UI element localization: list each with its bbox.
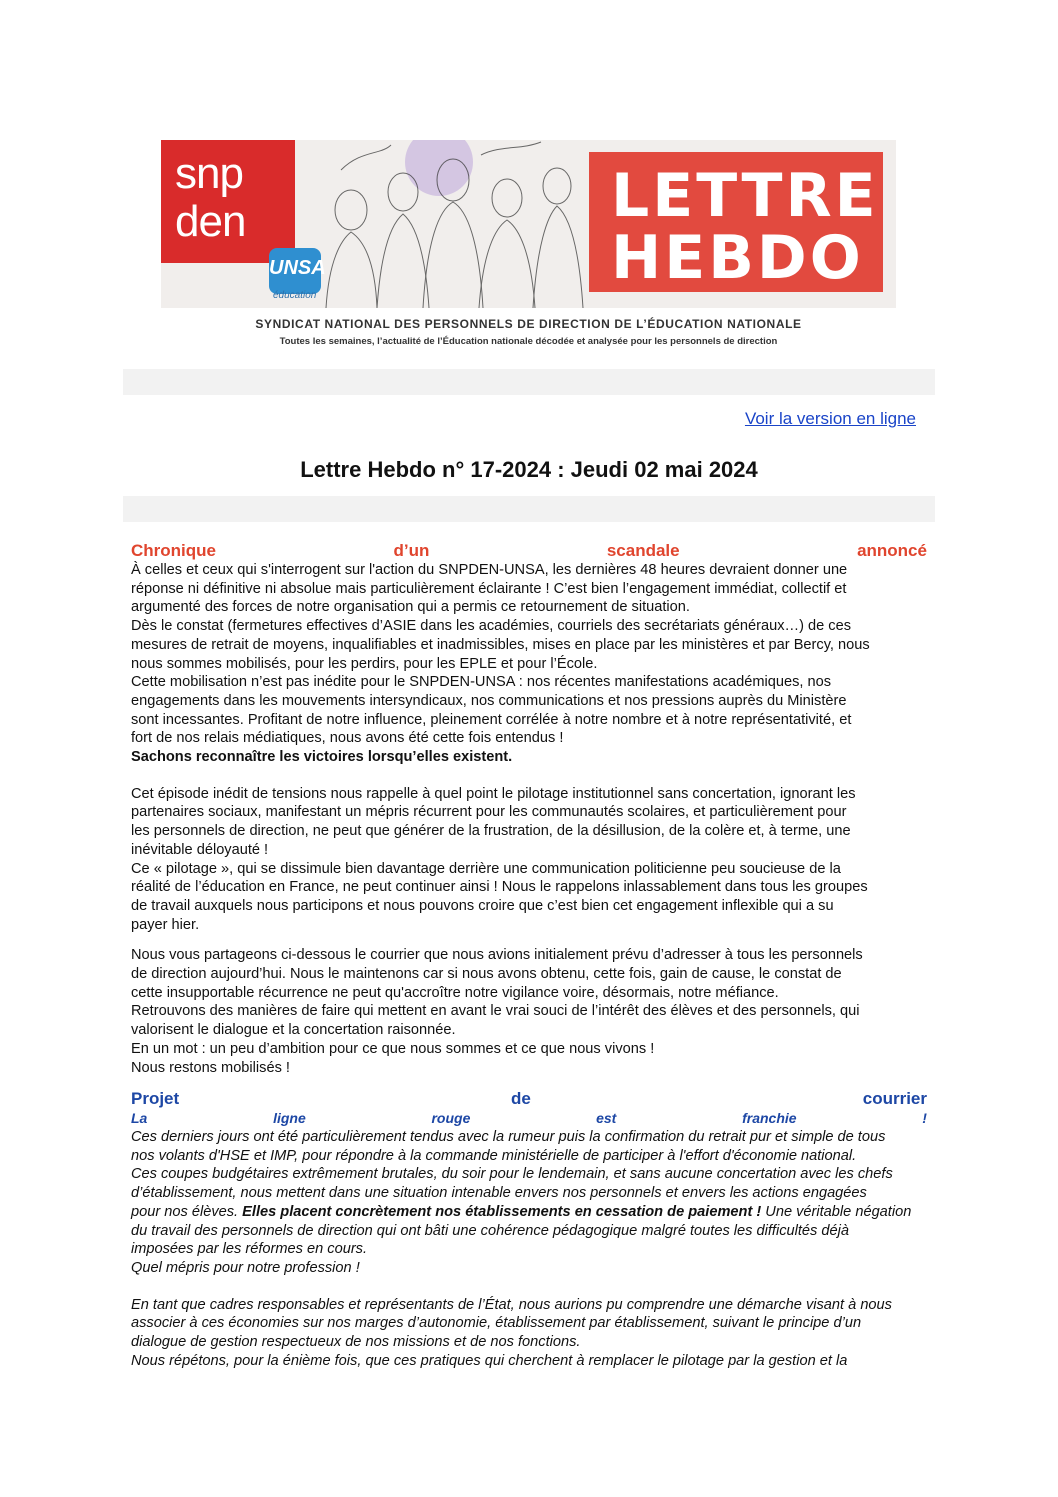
bold-statement: Elles placent concrètement nos établissements en cessation de paiement ! [242, 1203, 762, 1220]
paragraph-line: cette insupportable récurrence ne peut qu'accroître notre vigilance voire, désormais, notre méfiance. [131, 984, 779, 1001]
paragraph-line: mesures de retrait de moyens, inqualifiables et inadmissibles, mises en place par les ministères et par Bercy, nous [131, 636, 870, 653]
unsa-logo: UNSA [269, 248, 321, 294]
subtitle-word: franchie [742, 1110, 797, 1127]
title-word: courrier [862, 1089, 927, 1109]
paragraph-line: associer à ces économies sur nos marges d’autonomie, établissement par établissement, suivant le principe d’un [131, 1315, 862, 1332]
paragraph-line: de travail auxquels nous participons et nous pouvons croire que c’est bien cet engagement inflexible qui a su [131, 897, 834, 914]
title-word-lettre: LETTRE [611, 161, 879, 231]
paragraph-line-bold: Sachons reconnaître les victoires lorsqu’elles existent. [131, 749, 513, 766]
paragraph-line: Ces coupes budgétaires extrêmement brutales, du soir pour le lendemain, et sans aucune concertation avec les chefs [131, 1166, 893, 1183]
paragraph-line: dialogue de gestion respectueux de nos missions et de nos fonctions. [131, 1334, 581, 1351]
unsa-logo-subtitle: éducation [273, 290, 317, 301]
paragraph-line: réponse ni définitive ni absolue mais particulièrement éclairante ! C’est bien l’engagement immédiat, collectif et [131, 580, 847, 597]
paragraph-line: À celles et ceux qui s'interrogent sur l'action du SNPDEN-UNSA, les dernières 48 heures devraient donner une [131, 562, 848, 578]
paragraph-line: Dès le constat (fermetures effectives d’ASIE dans les académies, courriels des secrétariats généraux…) de ces [131, 618, 852, 635]
subtitle-word: rouge [431, 1110, 471, 1127]
paragraph-line: nos volants d'HSE et IMP, pour répondre à la commande ministérielle de participer à l'effort d'économie national. [131, 1147, 857, 1164]
paragraph-line: Nous répétons, pour la énième fois, que ces pratiques qui cherchent à remplacer le pilotage par la gestion et la [131, 1352, 848, 1369]
paragraph-line: réalité de l’éducation en France, ne peut continuer ainsi ! Nous le rappelons inlassablement dans tous les groupes [131, 879, 868, 896]
view-online-link[interactable]: Voir la version en ligne [744, 409, 916, 428]
title-word-hebdo: HEBDO [611, 223, 864, 293]
paragraph-line: partenaires sociaux, manifestant un mépris récurrent pour les communautés scolaires, et particulièrement pour [131, 804, 847, 821]
paragraph-line: imposées par les réformes en cours. [131, 1241, 368, 1258]
issue-title: Lettre Hebdo n° 17-2024 : Jeudi 02 mai 2024 [300, 457, 758, 482]
paragraph-line: sont incessantes. Profitant de notre influence, pleinement corrélée à notre nombre et à notre représentativité, et [131, 711, 852, 728]
paragraph-line: Nous vous partageons ci-dessous le courrier que nous avions initialement prévu d’adresser à tous les personnels [131, 947, 863, 964]
text-fragment: Une véritable négation [761, 1203, 912, 1220]
logo-word-snp: snp [175, 149, 243, 198]
text-fragment: pour nos élèves. [131, 1203, 243, 1220]
header-banner [161, 140, 896, 308]
paragraph-line: Cet épisode inédit de tensions nous rappelle à quel point le pilotage institutionnel sans concertation, ignorant les [131, 785, 856, 802]
newsletter-body [131, 541, 927, 1370]
paragraph-line: En un mot : un peu d’ambition pour ce que nous sommes et ce que nous vivons ! [131, 1040, 655, 1057]
title-word: annoncé [857, 541, 927, 560]
organization-tagline: Toutes les semaines, l’actualité de l’Éducation nationale décodée et analysée pour les personnels de direction [279, 336, 778, 347]
paragraph-line: Quel mépris pour notre profession ! [131, 1259, 360, 1276]
paragraph-line: Ces derniers jours ont été particulièrement tendus avec la rumeur puis la confirmation du retrait pur et simple de tous [131, 1128, 886, 1145]
title-word: de [511, 1089, 531, 1109]
paragraph-line: valorisent le dialogue et la concertation raisonnée. [131, 1022, 456, 1039]
divider-bar [123, 369, 935, 395]
subtitle-word: La [131, 1110, 148, 1127]
logo-word-den: den [175, 197, 246, 246]
paragraph-line: Ce « pilotage », qui se dissimule bien davantage derrière une communication politicienne peu soucieuse de la [131, 860, 841, 877]
lettre-hebdo-title-box [589, 152, 883, 292]
organization-name: SYNDICAT NATIONAL DES PERSONNELS DE DIRECTION DE L’ÉDUCATION NATIONALE [255, 317, 802, 331]
divider-bar [123, 496, 935, 522]
paragraph-line: les personnels de direction, ne peut que générer de la frustration, de la désillusion, de la colère et, à terme, une [131, 823, 851, 840]
section-title-chronique [131, 541, 927, 561]
paragraph-line: fort de nos relais médiatiques, nous avons été cette fois entendus ! [131, 730, 564, 747]
paragraph-line: de direction aujourd’hui. Nous le maintenons car si nous avons obtenu, cette fois, gain de cause, le constat de [131, 966, 842, 983]
section-title-projet-de-courrier [131, 1089, 927, 1109]
paragraph-line: payer hier. [131, 916, 200, 933]
title-word: scandale [606, 541, 680, 560]
subtitle-word: ligne [273, 1110, 306, 1127]
section-subtitle [131, 1109, 927, 1128]
title-word: Projet [131, 1089, 180, 1109]
title-word: Chronique [131, 541, 216, 560]
paragraph-line: engagements dans les mouvements intersyndicaux, nos communications et nos pressions auprès du Ministère [131, 692, 847, 709]
subtitle-word: est [596, 1110, 617, 1127]
paragraph-line: d’établissement, nous mettent dans une situation intenable envers nos personnels et envers les actions engagées [131, 1185, 867, 1202]
paragraph-line: Retrouvons des manières de faire qui mettent en avant le vrai souci de l’intérêt des élèves et des personnels, qui [131, 1003, 860, 1020]
snpden-logo [161, 140, 295, 263]
paragraph-line: nous sommes mobilisés, pour les perdirs, pour les EPLE et pour l’École. [131, 655, 598, 672]
paragraph-line: du travail des personnels de direction qui ont bâti une cohérence pédagogique malgré toutes les difficultés déjà [131, 1222, 849, 1239]
title-word: d’un [393, 541, 430, 560]
paragraph-line: argumenté des forces de notre organisation qui a permis ce retournement de situation. [131, 599, 690, 616]
paragraph-line [131, 1203, 927, 1222]
people-illustration [311, 140, 596, 308]
paragraph-line: Cette mobilisation n’est pas inédite pour le SNPDEN-UNSA : nos récentes manifestations académiques, nos [131, 674, 832, 691]
subtitle-word: ! [922, 1110, 927, 1127]
paragraph-line: inévitable déloyauté ! [131, 841, 269, 858]
paragraph-line: En tant que cadres responsables et représentants de l’État, nous aurions pu comprendre une démarche visant à nous [131, 1296, 892, 1313]
paragraph-line: Nous restons mobilisés ! [131, 1059, 290, 1076]
